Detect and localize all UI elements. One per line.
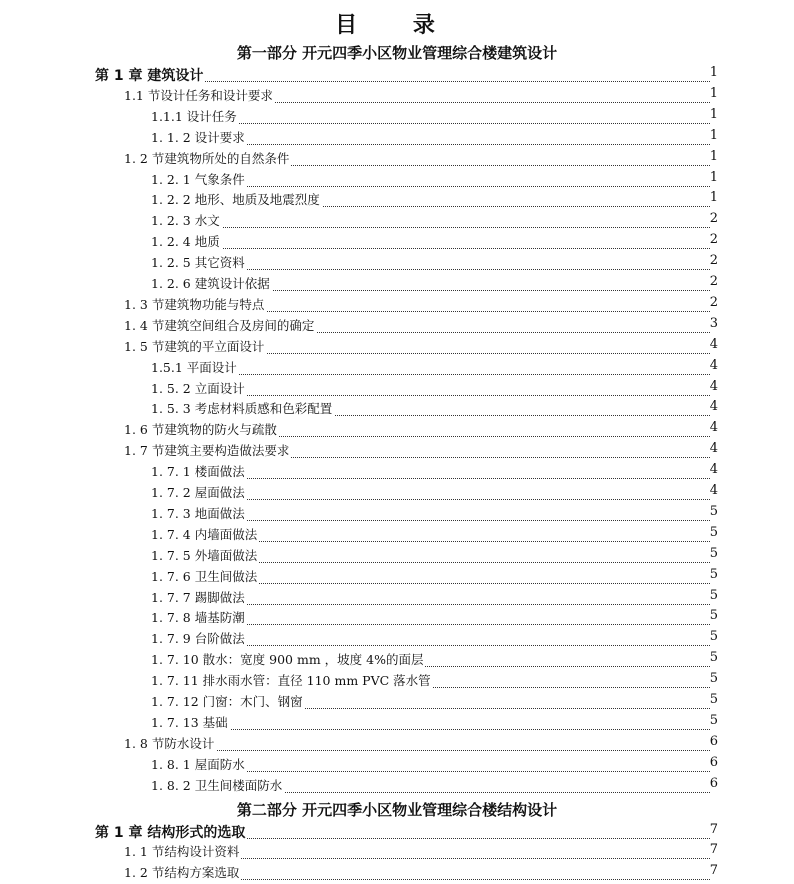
- toc-entry[interactable]: [0, 462, 794, 483]
- toc-entry-page: 1: [709, 127, 718, 143]
- dot-leader: [151, 211, 710, 228]
- toc-entry-label: 1. 7. 13 基础: [151, 714, 228, 730]
- toc-entry[interactable]: [0, 441, 794, 462]
- toc-entry-label: 1. 8. 1 屋面防水: [151, 756, 245, 772]
- toc-entry-label: 1. 7. 6 卫生间做法: [151, 568, 258, 584]
- toc-entry[interactable]: [0, 253, 794, 274]
- toc-entry[interactable]: [0, 420, 794, 441]
- toc-entry-page: 1: [709, 148, 718, 164]
- toc-entry-label: 1. 2 节建筑物所处的自然条件: [124, 150, 290, 166]
- toc-entry-page: 4: [709, 378, 718, 394]
- toc-entry-label: 1. 7. 5 外墙面做法: [151, 547, 258, 563]
- part-heading: 第一部分 开元四季小区物业管理综合楼建筑设计: [236, 44, 558, 62]
- toc-entry-label: 1. 7. 9 台阶做法: [151, 631, 245, 647]
- toc-entry[interactable]: [0, 692, 794, 713]
- toc-entry-page: 5: [709, 650, 718, 666]
- toc-entry[interactable]: [0, 546, 794, 567]
- toc-entry-page: 1: [709, 190, 718, 206]
- toc-entry-page: 2: [709, 274, 718, 289]
- toc-entry-page: 2: [709, 253, 718, 269]
- toc-entry-page: 5: [709, 629, 718, 645]
- toc-entry-page: 6: [709, 754, 718, 770]
- toc-entry-page: 2: [709, 211, 718, 227]
- toc-entry-page: 7: [709, 863, 718, 879]
- toc-entry-label: 1. 1 节结构设计资料: [124, 844, 240, 860]
- toc-entry-label: 1. 2. 4 地质: [151, 234, 220, 250]
- toc-entry[interactable]: [0, 295, 794, 316]
- toc-entry-page: 2: [709, 294, 718, 310]
- toc-entry-label: 1. 2. 2 地形、地质及地震烈度: [151, 192, 320, 208]
- toc-entry-label: 1. 2. 6 建筑设计依据: [151, 276, 270, 291]
- toc-entry-page: 4: [709, 336, 718, 352]
- toc-entry[interactable]: [0, 650, 794, 671]
- dot-leader: [151, 232, 710, 249]
- toc-entry-label: 1. 6 节建筑物的防火与疏散: [124, 422, 277, 438]
- toc-entry-label: 第 1 章 建筑设计: [95, 65, 205, 85]
- toc-entry[interactable]: [0, 316, 794, 337]
- toc-entry[interactable]: [0, 274, 794, 295]
- toc-entry-label: 1. 4 节建筑空间组合及房间的确定: [124, 317, 315, 333]
- toc-entry-page: 7: [709, 842, 718, 858]
- toc-entry-page: 5: [709, 524, 718, 540]
- toc-entry[interactable]: [0, 671, 794, 692]
- toc-entry[interactable]: [0, 629, 794, 650]
- toc-entry-label: 1. 8 节防水设计: [124, 735, 215, 751]
- toc-entry-page: 4: [709, 399, 718, 415]
- toc-entry-page: 5: [709, 545, 718, 561]
- toc-entry-label: 1. 3 节建筑物功能与特点: [124, 296, 265, 312]
- toc-entry[interactable]: [0, 149, 794, 170]
- toc-entry-page: 1: [709, 65, 718, 80]
- toc-entry[interactable]: [0, 232, 794, 253]
- toc-entry-page: 5: [709, 566, 718, 582]
- toc-entry-page: 4: [709, 357, 718, 373]
- toc-entry-label: 1. 7. 2 屋面做法: [151, 485, 245, 500]
- toc-entry[interactable]: [0, 107, 794, 128]
- toc-entry-label: 第 1 章 结构形式的选取: [95, 822, 247, 842]
- toc-entry[interactable]: [0, 379, 794, 400]
- toc-entry-label: 1. 2. 1 气象条件: [151, 171, 245, 187]
- toc-entry-label: 1. 7. 12 门窗：木门、钢窗: [151, 694, 303, 709]
- toc-entry-page: 6: [709, 775, 718, 791]
- toc-entry-label: 1.1 节设计任务和设计要求: [124, 87, 273, 103]
- toc-entry-page: 1: [709, 169, 718, 185]
- toc-entry-label: 1. 2. 5 其它资料: [151, 255, 245, 271]
- toc-entry-label: 1. 7. 11 排水雨水管：直径 110 mm PVC 落水管: [151, 673, 431, 689]
- toc-entry-label: 1. 2 节结构方案选取: [124, 865, 240, 881]
- dot-leader: [151, 713, 710, 730]
- toc-entry-label: 1. 5. 2 立面设计: [151, 380, 245, 396]
- toc-entry-page: 4: [709, 441, 718, 457]
- toc-entry-label: 1. 2. 3 水文: [151, 213, 220, 229]
- toc-entry[interactable]: [0, 608, 794, 629]
- toc-entry[interactable]: [0, 358, 794, 379]
- toc-entry-page: 5: [709, 503, 718, 519]
- toc-entry-label: 1. 5. 3 考虑材料质感和色彩配置: [151, 401, 333, 417]
- toc-entry[interactable]: [0, 211, 794, 232]
- toc-entry-page: 7: [709, 821, 718, 837]
- toc-entry-page: 5: [709, 692, 718, 707]
- toc-entry-label: 1. 7. 3 地面做法: [151, 505, 245, 521]
- toc-entry[interactable]: [0, 842, 794, 863]
- toc-entry-label: 1. 7. 4 内墙面做法: [151, 526, 258, 542]
- toc-entry[interactable]: [0, 713, 794, 734]
- toc-entry-label: 1. 5 节建筑的平立面设计: [124, 338, 265, 354]
- toc-entry-label: 1. 7. 8 墙基防潮: [151, 610, 245, 626]
- toc-entry[interactable]: [0, 755, 794, 776]
- toc-entry[interactable]: [0, 65, 794, 86]
- toc-entry-page: 1: [709, 85, 718, 101]
- toc-entry-page: 5: [709, 608, 718, 624]
- toc-entry-label: 1.5.1 平面设计: [151, 359, 237, 375]
- toc-entry-page: 6: [709, 733, 718, 749]
- toc-entry[interactable]: [0, 128, 794, 149]
- toc-entry-label: 1. 8. 2 卫生间楼面防水: [151, 777, 283, 793]
- toc-entry-page: 1: [709, 106, 718, 122]
- toc-entry[interactable]: [0, 525, 794, 546]
- toc-entry[interactable]: [0, 399, 794, 420]
- toc-entry[interactable]: [0, 822, 794, 843]
- toc-entry[interactable]: [0, 734, 794, 755]
- toc-entry-label: 1. 7. 1 楼面做法: [151, 464, 245, 480]
- toc-entry[interactable]: [0, 863, 794, 884]
- page-title: 目 录: [335, 13, 459, 38]
- toc-entry-page: 5: [709, 671, 718, 687]
- toc-entry-page: 3: [709, 315, 718, 331]
- toc-entry-page: 4: [709, 483, 718, 498]
- toc-entry[interactable]: [0, 190, 794, 211]
- toc-entry[interactable]: [0, 170, 794, 191]
- toc-entry-label: 1. 1. 2 设计要求: [151, 129, 245, 145]
- toc-entry[interactable]: [0, 776, 794, 797]
- toc-entry-label: 1. 7. 7 踢脚做法: [151, 589, 245, 605]
- toc-entry[interactable]: [0, 504, 794, 525]
- toc-entry-page: 2: [709, 232, 718, 248]
- toc-entry[interactable]: [0, 567, 794, 588]
- toc-entry[interactable]: [0, 337, 794, 358]
- toc-entry-page: 4: [709, 420, 718, 436]
- toc-entry-page: 5: [709, 712, 718, 728]
- toc-entry-label: 1. 7 节建筑主要构造做法要求: [124, 443, 290, 459]
- part-heading: 第二部分 开元四季小区物业管理综合楼结构设计: [236, 800, 558, 819]
- toc-entry-label: 1.1.1 设计任务: [151, 108, 237, 124]
- toc-entry-page: 4: [709, 462, 718, 478]
- toc-entry-page: 5: [709, 587, 718, 603]
- toc-entry[interactable]: [0, 483, 794, 504]
- toc-entry[interactable]: [0, 86, 794, 107]
- toc-entry-label: 1. 7. 10 散水：宽度 900 mm ，坡度 4%的面层: [151, 652, 424, 668]
- toc-entry[interactable]: [0, 588, 794, 609]
